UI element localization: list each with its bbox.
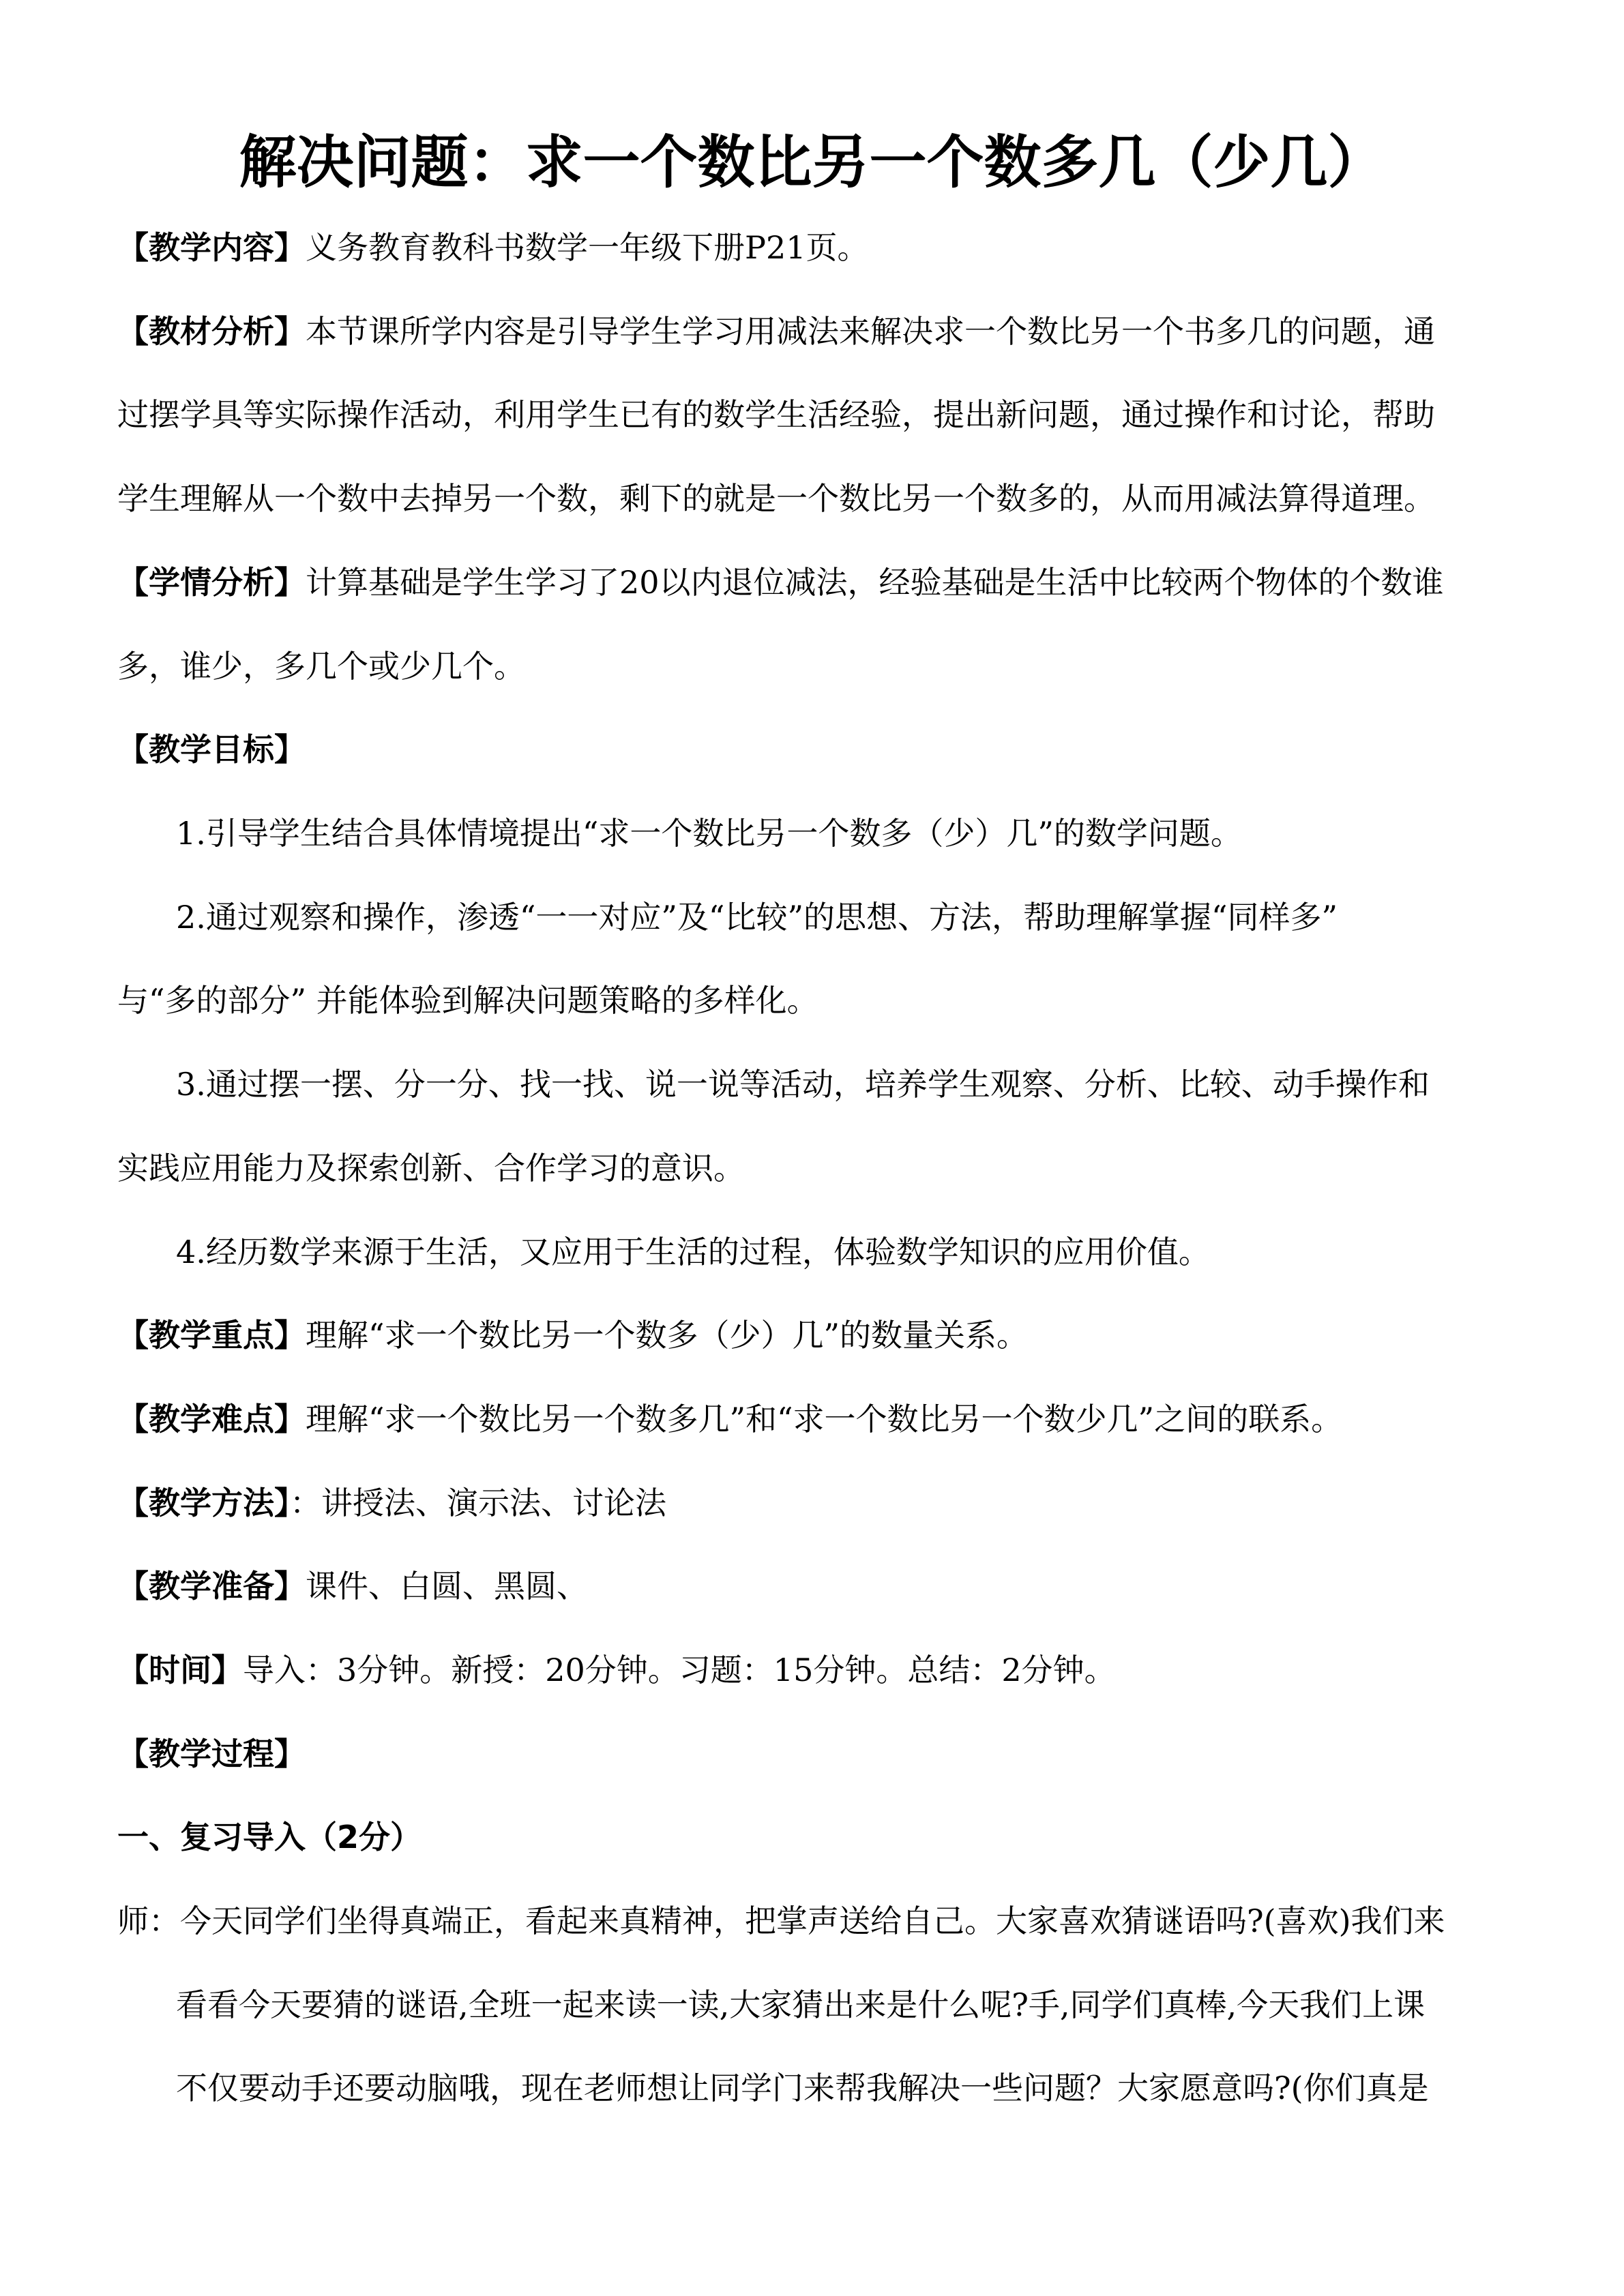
teacher-dialogue-line: 看看今天要猜的谜语,全班一起来读一读,大家猜出来是什么呢?手,同学们真棒,今天我们上课 <box>176 1986 1426 2023</box>
difficulty-label: 【教学难点】 <box>117 1401 306 1437</box>
material-analysis <box>117 304 1435 359</box>
key-point <box>117 1308 1028 1362</box>
material-analysis-line: 学生理解从一个数中去掉另一个数，剩下的就是一个数比另一个数多的，从而用减法算得道理。 <box>117 480 1435 517</box>
teaching-content-label: 【教学内容】 <box>117 229 306 266</box>
teaching-goals-label: 【教学目标】 <box>117 731 306 768</box>
material-analysis-line: 本节课所学内容是引导学生学习用减法来解决求一个数比另一个书多几的问题，通 <box>306 313 1435 350</box>
teaching-methods-label: 【教学方法】 <box>117 1485 290 1521</box>
teaching-goal-item: 实践应用能力及探索创新、合作学习的意识。 <box>117 1150 745 1187</box>
teacher-dialogue-line: 不仅要动手还要动脑哦，现在老师想让同学门来帮我解决一些问题？大家愿意吗?(你们真是 <box>176 2070 1429 2106</box>
document-title: 解决问题：求一个数比另一个数多几（少几） <box>239 129 1385 196</box>
key-point-text: 理解“求一个数比另一个数多（少）几”的数量关系。 <box>306 1317 1029 1354</box>
student-analysis <box>117 555 1444 610</box>
time-allocation-text: 导入：3分钟。新授：20分钟。习题：15分钟。总结：2分钟。 <box>243 1652 1116 1688</box>
teaching-goal-item: 4.经历数学来源于生活，又应用于生活的过程，体验数学知识的应用价值。 <box>176 1234 1210 1270</box>
key-point-label: 【教学重点】 <box>117 1317 306 1354</box>
teaching-goal-item: 3.通过摆一摆、分一分、找一找、说一说等活动，培养学生观察、分析、比较、动手操作和 <box>176 1066 1430 1103</box>
teacher-dialogue-line: 师：今天同学们坐得真端正，看起来真精神，把掌声送给自己。大家喜欢猜谜语吗?(喜欢)我们来 <box>117 1903 1445 1939</box>
teaching-goal-item: 2.通过观察和操作，渗透“一一对应”及“比较”的思想、方法，帮助理解掌握“同样多” <box>176 899 1338 936</box>
teaching-preparation-text: 课件、白圆、黑圆、 <box>306 1568 588 1605</box>
teaching-preparation <box>117 1559 588 1613</box>
teaching-methods-text: ：讲授法、演示法、讨论法 <box>290 1485 666 1521</box>
teaching-goal-item: 与“多的部分” 并能体验到解决问题策略的多样化。 <box>117 982 818 1019</box>
student-analysis-line: 计算基础是学生学习了20以内退位减法，经验基础是生活中比较两个物体的个数谁 <box>306 564 1444 601</box>
teaching-process-label: 【教学过程】 <box>117 1735 306 1772</box>
difficulty-text: 理解“求一个数比另一个数多几”和“求一个数比另一个数少几”之间的联系。 <box>306 1401 1343 1437</box>
material-analysis-label: 【教材分析】 <box>117 313 306 350</box>
teaching-preparation-label: 【教学准备】 <box>117 1568 306 1605</box>
teaching-content <box>117 220 868 275</box>
time-allocation-label: 【时间】 <box>117 1652 243 1688</box>
material-analysis-line: 过摆学具等实际操作活动，利用学生已有的数学生活经验，提出新问题，通过操作和讨论，帮助 <box>117 396 1435 433</box>
section-heading: 一、复习导入（2分） <box>117 1819 422 1855</box>
teaching-goal-item: 1.引导学生结合具体情境提出“求一个数比另一个数多（少）几”的数学问题。 <box>176 815 1242 852</box>
time-allocation <box>117 1643 1116 1697</box>
difficulty <box>117 1392 1342 1446</box>
teaching-methods <box>117 1476 666 1530</box>
student-analysis-label: 【学情分析】 <box>117 564 306 601</box>
teaching-content-text: 义务教育教科书数学一年级下册P21页。 <box>306 229 869 266</box>
student-analysis-line: 多，谁少，多几个或少几个。 <box>117 648 525 685</box>
